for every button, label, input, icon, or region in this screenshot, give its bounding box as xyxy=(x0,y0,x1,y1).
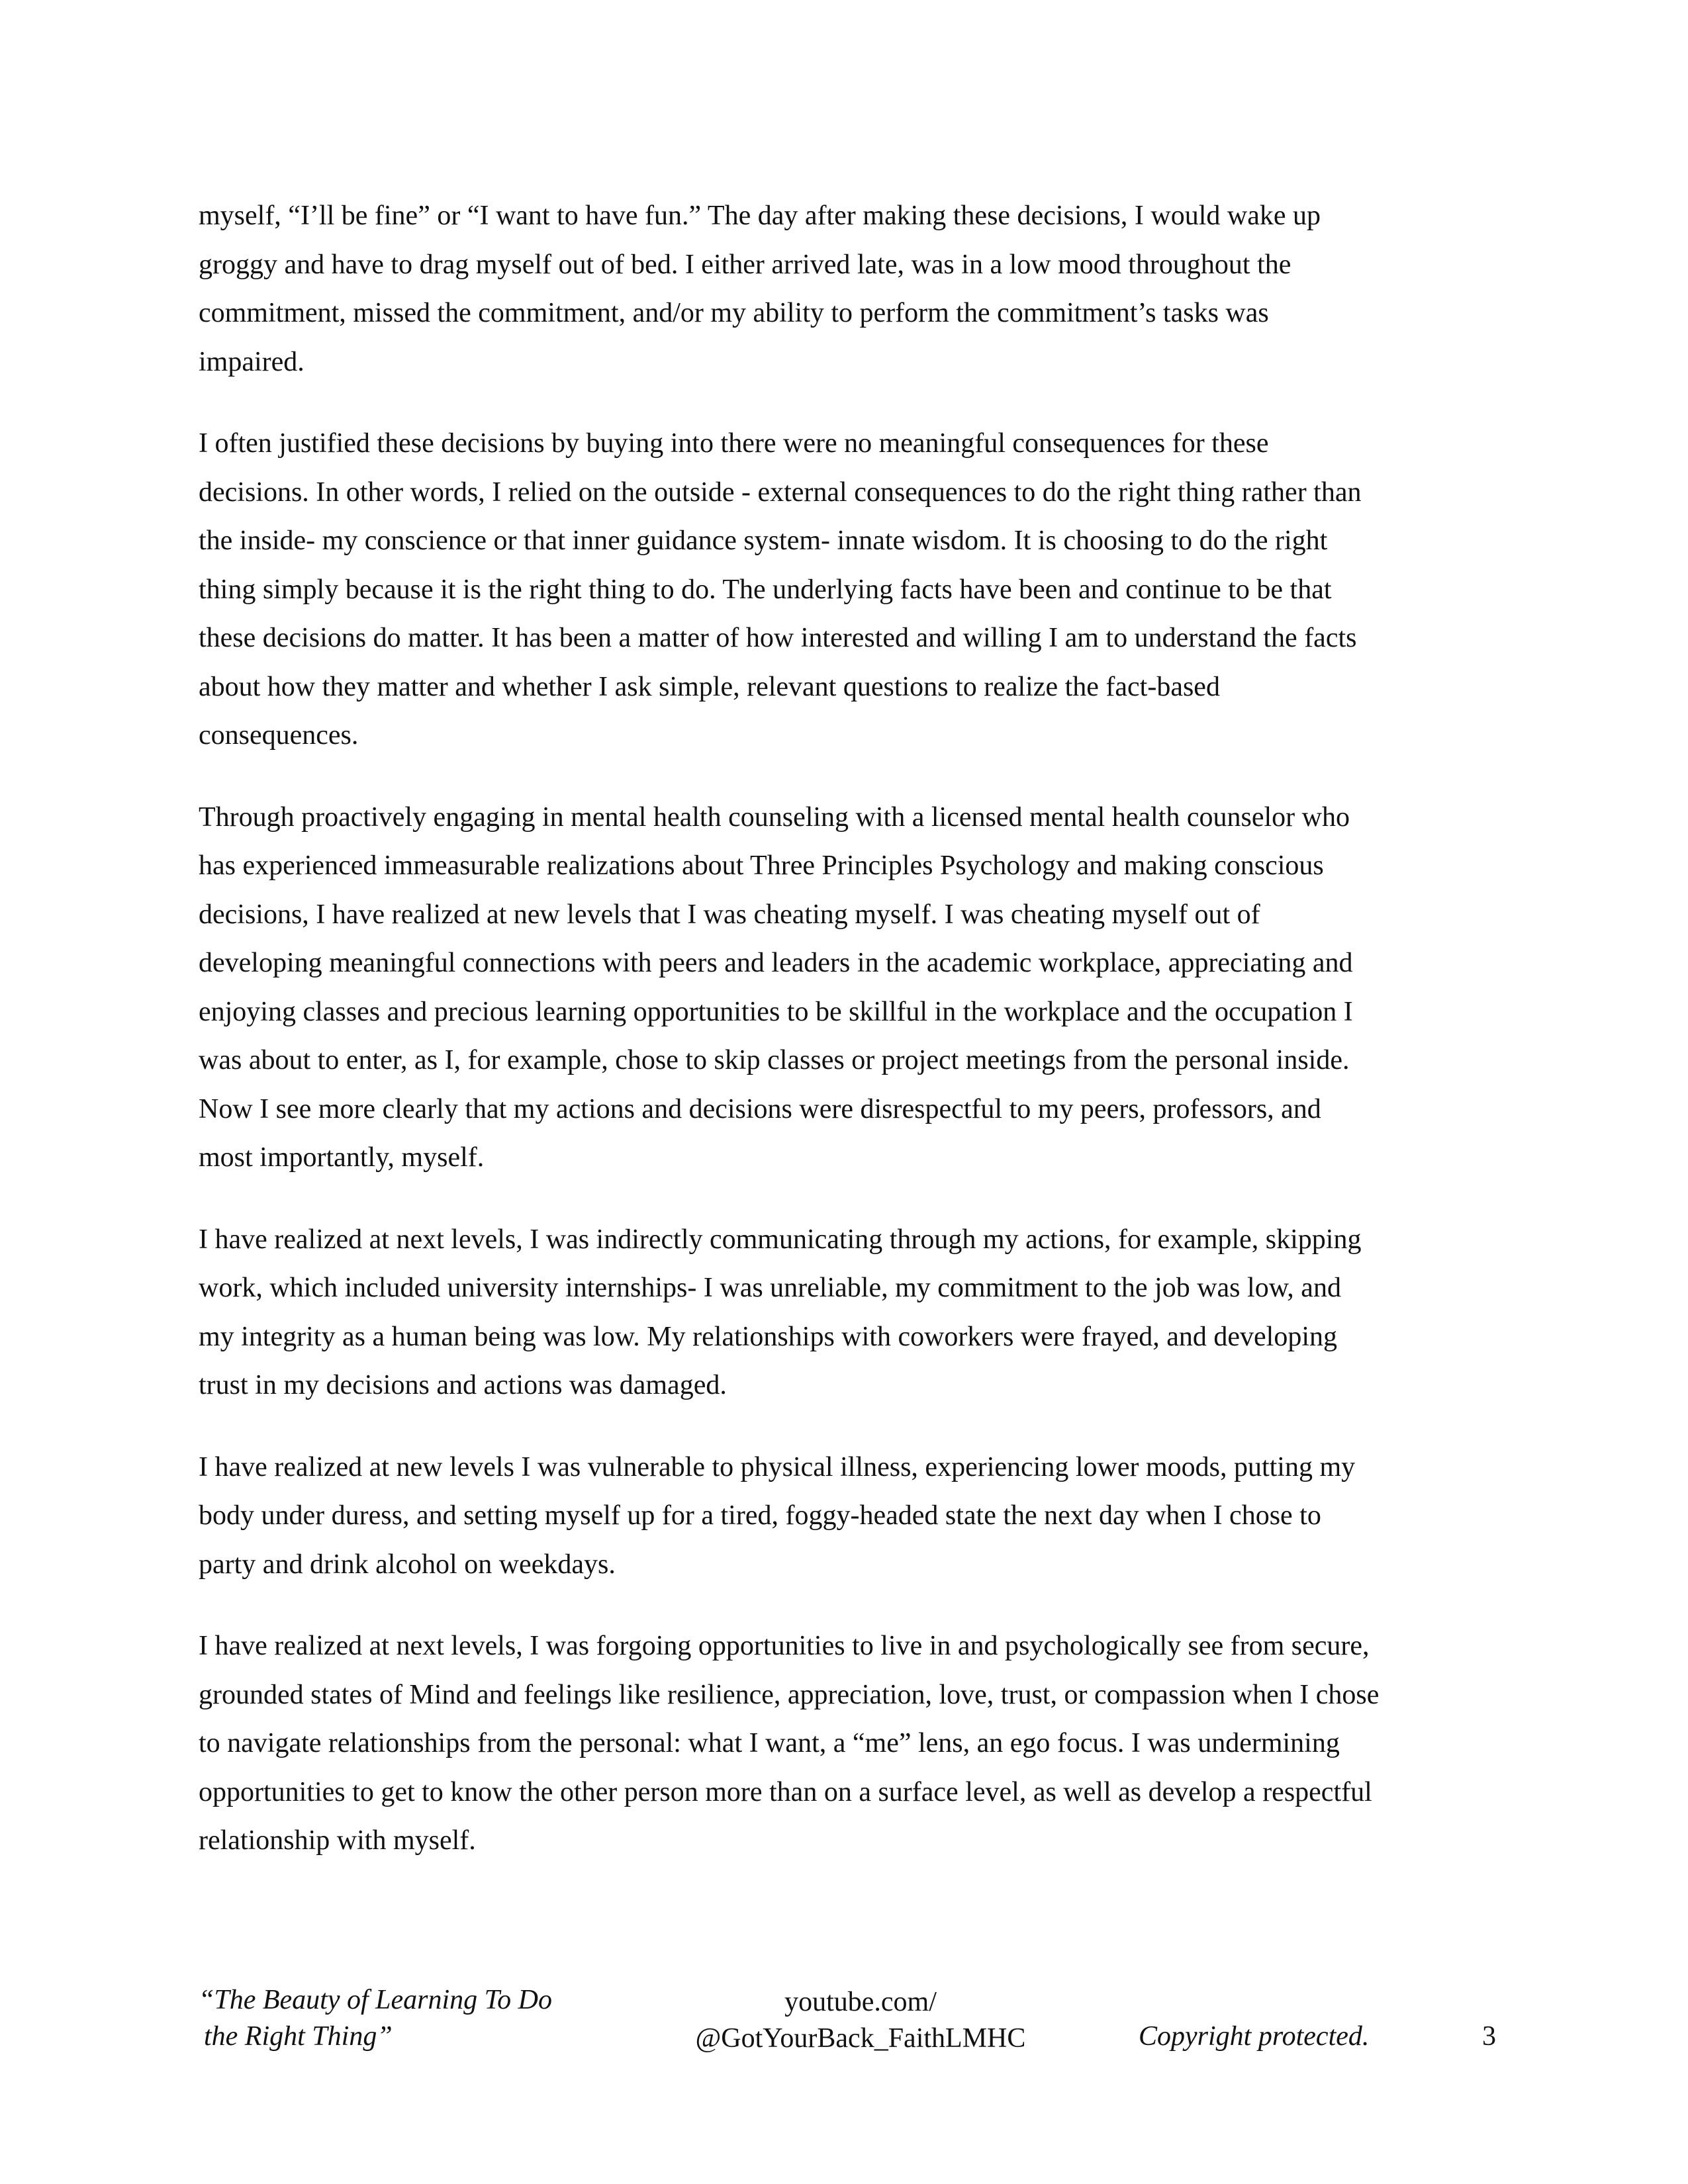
text-line: consequences. xyxy=(199,720,359,751)
footer-channel-line: youtube.com/ xyxy=(784,1987,937,2017)
text-line: commitment, missed the commitment, and/or my ability to perform the commitment’s tasks was xyxy=(199,298,1269,328)
text-line: decisions, I have realized at new levels that I was cheating myself. I was cheating myself out of xyxy=(199,899,1260,930)
text-line: decisions. In other words, I relied on the outside - external consequences to do the right thing rather than xyxy=(199,477,1362,508)
footer-channel-link xyxy=(662,1984,1059,2057)
text-line: relationship with myself. xyxy=(199,1825,476,1856)
text-line: the inside- my conscience or that inner guidance system- innate wisdom. It is choosing to do the right xyxy=(199,525,1328,556)
paragraph-2 xyxy=(199,420,1496,760)
footer-title-line: “The Beauty of Learning To Do xyxy=(199,1985,552,2015)
text-line: I have realized at next levels, I was indirectly communicating through my actions, for example, skipping xyxy=(199,1224,1362,1255)
text-line: about how they matter and whether I ask simple, relevant questions to realize the fact-based xyxy=(199,671,1220,702)
page-footer xyxy=(199,1982,1496,2055)
text-line: Now I see more clearly that my actions and decisions were disrespectful to my peers, professors, and xyxy=(199,1093,1321,1124)
text-line: I often justified these decisions by buying into there were no meaningful consequences for these xyxy=(199,428,1269,459)
text-line: developing meaningful connections with peers and leaders in the academic workplace, appreciating and xyxy=(199,948,1353,978)
paragraph-6 xyxy=(199,1622,1496,1866)
footer-copyright: Copyright protected. xyxy=(1139,2021,1370,2052)
text-line: thing simply because it is the right thing to do. The underlying facts have been and continue to be that xyxy=(199,574,1332,605)
footer-title-line: the Right Thing” xyxy=(204,2021,393,2052)
text-line: these decisions do matter. It has been a matter of how interested and willing I am to understand the facts xyxy=(199,623,1357,653)
text-line: work, which included university internships- I was unreliable, my commitment to the job was low, and xyxy=(199,1273,1341,1303)
text-line: I have realized at new levels I was vulnerable to physical illness, experiencing lower moods, putting my xyxy=(199,1451,1356,1482)
text-line: I have realized at next levels, I was forgoing opportunities to live in and psychologically see from secure, xyxy=(199,1631,1370,1661)
text-line: my integrity as a human being was low. My relationships with coworkers were frayed, and developing xyxy=(199,1321,1338,1352)
text-line: trust in my decisions and actions was damaged. xyxy=(199,1370,727,1400)
footer-document-title xyxy=(199,1982,552,2055)
text-line: opportunities to get to know the other person more than on a surface level, as well as develop a respectful xyxy=(199,1776,1372,1807)
document-body xyxy=(199,192,1496,1899)
text-line: impaired. xyxy=(199,346,305,377)
paragraph-1 xyxy=(199,192,1496,387)
text-line: was about to enter, as I, for example, chose to skip classes or project meetings from the personal inside. xyxy=(199,1045,1350,1075)
text-line: has experienced immeasurable realizations about Three Principles Psychology and making conscious xyxy=(199,850,1324,881)
text-line: most importantly, myself. xyxy=(199,1142,485,1173)
paragraph-5 xyxy=(199,1443,1496,1590)
text-line: party and drink alcohol on weekdays. xyxy=(199,1549,616,1580)
page-number: 3 xyxy=(1482,2021,1496,2052)
text-line: Through proactively engaging in mental health counseling with a licensed mental health counselor who xyxy=(199,801,1350,833)
footer-channel-line: @GotYourBack_FaithLMHC xyxy=(695,2023,1026,2054)
text-line: body under duress, and setting myself up for a tired, foggy-headed state the next day when I chose to xyxy=(199,1500,1321,1531)
text-line: groggy and have to drag myself out of bed. I either arrived late, was in a low mood throughout the xyxy=(199,249,1291,280)
paragraph-3 xyxy=(199,794,1496,1183)
text-line: enjoying classes and precious learning opportunities to be skillful in the workplace and the occupation I xyxy=(199,996,1353,1027)
text-line: myself, “I’ll be fine” or “I want to have fun.” The day after making these decisions, I would wake up xyxy=(199,201,1321,231)
text-line: grounded states of Mind and feelings like resilience, appreciation, love, trust, or compassion when I chose xyxy=(199,1679,1380,1710)
paragraph-4 xyxy=(199,1216,1496,1410)
text-line: to navigate relationships from the personal: what I want, a “me” lens, an ego focus. I was undermining xyxy=(199,1728,1340,1758)
